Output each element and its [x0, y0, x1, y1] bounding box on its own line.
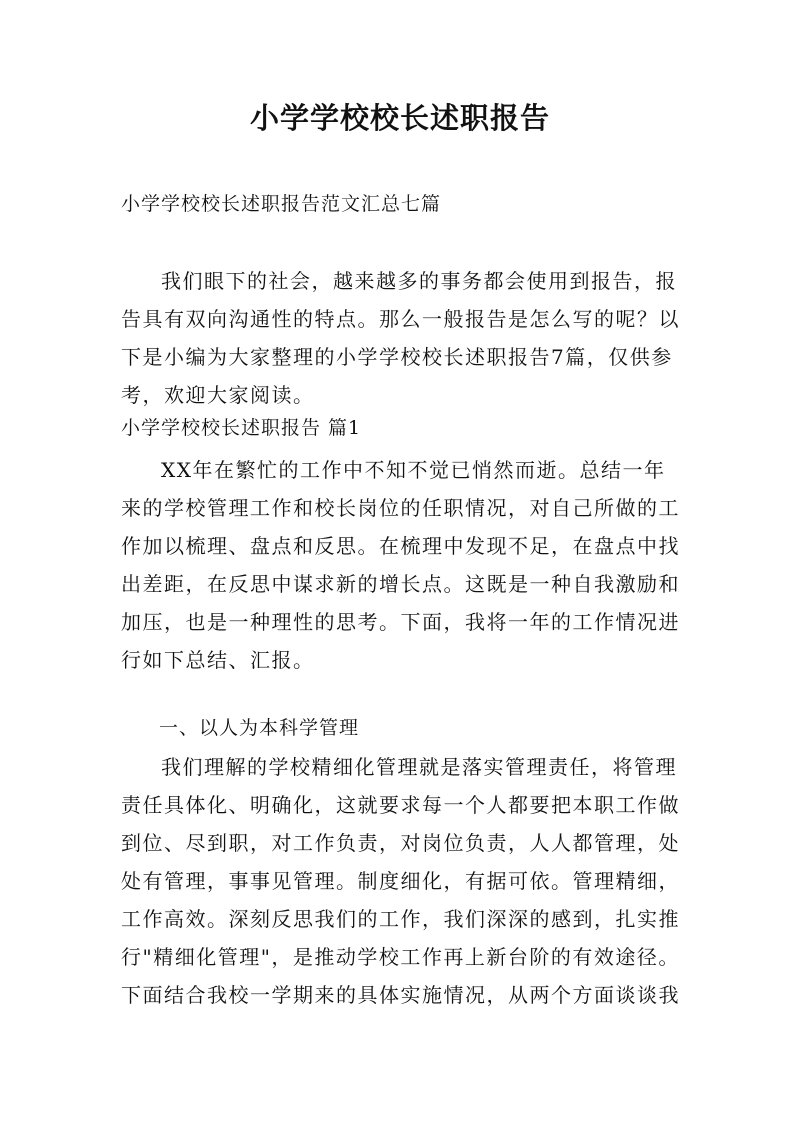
- subheading-1: 一、以人为本科学管理: [159, 717, 360, 739]
- section-heading: 小学学校校长述职报告 篇1: [121, 417, 362, 439]
- document-subtitle: 小学学校校长述职报告范文汇总七篇: [121, 193, 442, 215]
- paragraph-2: 我们理解的学校精细化管理就是落实管理责任，将管理责任具体化、明确化，这就要求每一个人都要把本职工作做到位、尽到职，对工作负责，对岗位负责，人人都管理，处处有管理，事事见管理。制度细化，有据可依。管理精细，工作高效。深刻反思我们的工作，我们深深的感到，扎实推行"精细化管理"，是推动学校工作再上新台阶的有效途径。下面结合我校一学期来的具体实施情况，从两个方面谈谈我: [121, 755, 680, 1007]
- intro-paragraph: 我们眼下的社会，越来越多的事务都会使用到报告，报告具有双向沟通性的特点。那么一般报告是怎么写的呢？以下是小编为大家整理的小学学校校长述职报告7篇，仅供参考，欢迎大家阅读。: [121, 269, 680, 407]
- document-title: 小学学校校长述职报告: [249, 101, 550, 135]
- paragraph-1: XX年在繁忙的工作中不知不觉已悄然而逝。总结一年来的学校管理工作和校长岗位的任职情况，对自己所做的工作加以梳理、盘点和反思。在梳理中发现不足，在盘点中找出差距，在反思中谋求新的增长点。这既是一种自我激励和加压，也是一种理性的思考。下面，我将一年的工作情况进行如下总结、汇报。: [121, 458, 680, 672]
